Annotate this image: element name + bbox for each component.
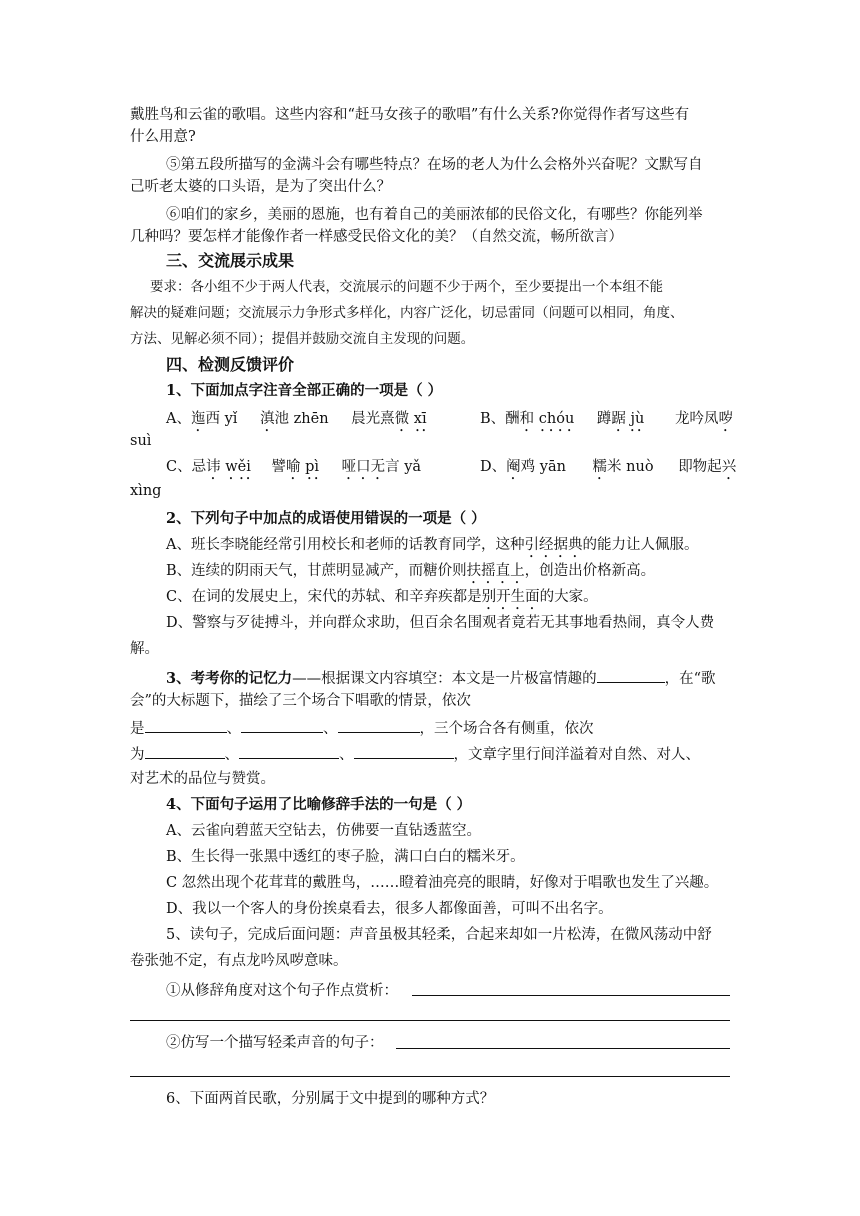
answer-line[interactable] [130,1020,730,1021]
option-1b: B、酬和 chóu 蹲踞 jù 龙吟凤哕 [480,411,733,427]
answer-blank[interactable] [239,742,339,759]
question-5-line: ⑤第五段所描写的金满斗会有哪些特点？在场的老人为什么会格外兴奋呢？文默写自 [166,157,703,173]
answer-line[interactable] [130,1076,730,1077]
option-2b: B、连续的阴雨天气，甘蔗明显减产，而糖价则扶摇直上，创造出价格新高。 [166,563,656,579]
dotted-char: 哑口无 [341,459,386,475]
answer-blank[interactable] [338,716,420,733]
option-4a: A、云雀向碧蓝天空钻去，仿佛要一直钻透蓝空。 [166,823,481,839]
option-1d: D、阉鸡 yān 糯米 nuò 即物起兴 [480,459,737,475]
answer-blank[interactable] [597,666,665,683]
question-6-title: 6、下面两首民歌，分别属于文中提到的哪种方式？ [166,1091,495,1107]
answer-line[interactable] [396,1048,730,1049]
option-1b-pinyin: suì [130,433,152,449]
option-2d-cont: 解。 [130,641,159,657]
question-3-line: 会”的大标题下，描绘了三个场合下唱歌的情景，依次 [130,693,471,709]
option-4c: C 忽然出现个花茸茸的戴胜鸟，……瞪着油亮亮的眼睛，好像对于唱歌也发生了兴趣。 [166,875,719,891]
answer-line[interactable] [412,995,730,996]
dotted-char: 阉 [506,459,521,475]
dotted-char: 微 xī [394,411,427,427]
option-4b: B、生长得一张黑中透红的枣子脸，满口白白的糯米牙。 [166,849,525,865]
question-3-line: 3、考考你的记忆力——根据课文内容填空：本文是一片极富情趣的 ，在“歌 [166,666,766,690]
question-5-part-2: ②仿写一个描写轻柔声音的句子： [166,1035,384,1051]
question-2-title: 2、下列句子中加点的成语使用错误的一项是（ ） [166,510,486,527]
dotted-char: 糯 [592,459,608,475]
question-3-line: 是 、 、 ，三个场合各有侧重，依次 [130,716,730,740]
question-3-line: 对艺术的品位与赞赏。 [130,771,275,787]
dotted-char: 哕 [718,411,733,427]
question-5-part-1: ①从修辞角度对这个句子作点赏析： [166,983,398,999]
dotted-idiom: 引经据典 [524,537,583,553]
dotted-idiom: 扶摇直上 [466,563,525,579]
paragraph-line: 戴胜鸟和云雀的歌唱。这些内容和“赶马女孩子的歌唱”有什么关系?你觉得作者写这些有 [130,107,690,123]
option-1c: C、忌讳 wěi 譬喻 pì 哑口无言 yǎ [166,459,422,475]
question-5-title: 5、读句子，完成后面问题：声音虽极其轻柔，合起来却如一片松涛，在微风荡动中舒 [166,927,712,943]
dotted-char: 和 chóu [519,411,575,427]
answer-blank[interactable] [145,742,225,759]
requirement-line: 方法、见解必须不同）；提倡并鼓励交流自主发现的问题。 [130,331,475,347]
dotted-char: 滇 [260,411,275,427]
dotted-idiom: 别开生面 [481,589,540,605]
option-2c: C、在词的发展史上，宋代的苏轼、和辛弃疾都是别开生面的大家。 [166,589,598,605]
option-1a: A、迤西 yǐ 滇池 zhēn 晨光熹微 xī [166,411,427,427]
section-3-heading: 三、交流展示成果 [166,251,295,270]
requirement-line: 解决的疑难问题；交流展示力争形式多样化，内容广泛化，切忌雷同（问题可以相同，角度、 [130,305,684,321]
paragraph-line: 什么用意? [130,129,196,145]
answer-blank[interactable] [145,716,227,733]
option-2a: A、班长李晓能经常引用校长和老师的话教育同学，这种引经据典的能力让人佩服。 [166,537,699,553]
option-4d: D、我以一个客人的身份挨桌看去，很多人都像面善，可叫不出名字。 [166,901,613,917]
question-6-line: ⑥咱们的家乡，美丽的恩施，也有着自己的美丽浓郁的民俗文化，有哪些？你能列举 [166,207,703,223]
dotted-char: 踞 jù [611,411,645,427]
question-5-title: 卷张弛不定，有点龙吟凤哕意味。 [130,953,348,969]
dotted-char: 喻 pì [285,459,319,475]
question-4-title: 4、下面句子运用了比喻修辞手法的一句是（ ） [166,796,472,813]
dotted-char: 兴 [721,459,737,475]
question-5-line: 己听老太婆的口头语，是为了突出什么？ [130,179,391,195]
answer-blank[interactable] [354,742,454,759]
requirement-line: 要求：各小组不少于两人代表，交流展示的问题不少于两个，至少要提出一个本组不能 [150,279,663,295]
dotted-char: 讳 wěi [206,459,251,475]
option-1d-pinyin: xìng [130,483,162,499]
question-1-title: 1、下面加点字注音全部正确的一项是（ ） [166,382,443,399]
section-4-heading: 四、检测反馈评价 [166,355,295,374]
question-6-line: 几种吗？要怎样才能像作者一样感受民俗文化的美？（自然交流，畅所欲言） [130,229,623,245]
dotted-char: 迤 [190,411,206,427]
option-2d: D、警察与歹徒搏斗，并向群众求助，但百余名围观者竟若无其事地看热闹，真令人费 [166,615,715,631]
answer-blank[interactable] [241,716,323,733]
question-3-line: 为 、 、 ，文章字里行间洋溢着对自然、对人、 [130,742,730,766]
